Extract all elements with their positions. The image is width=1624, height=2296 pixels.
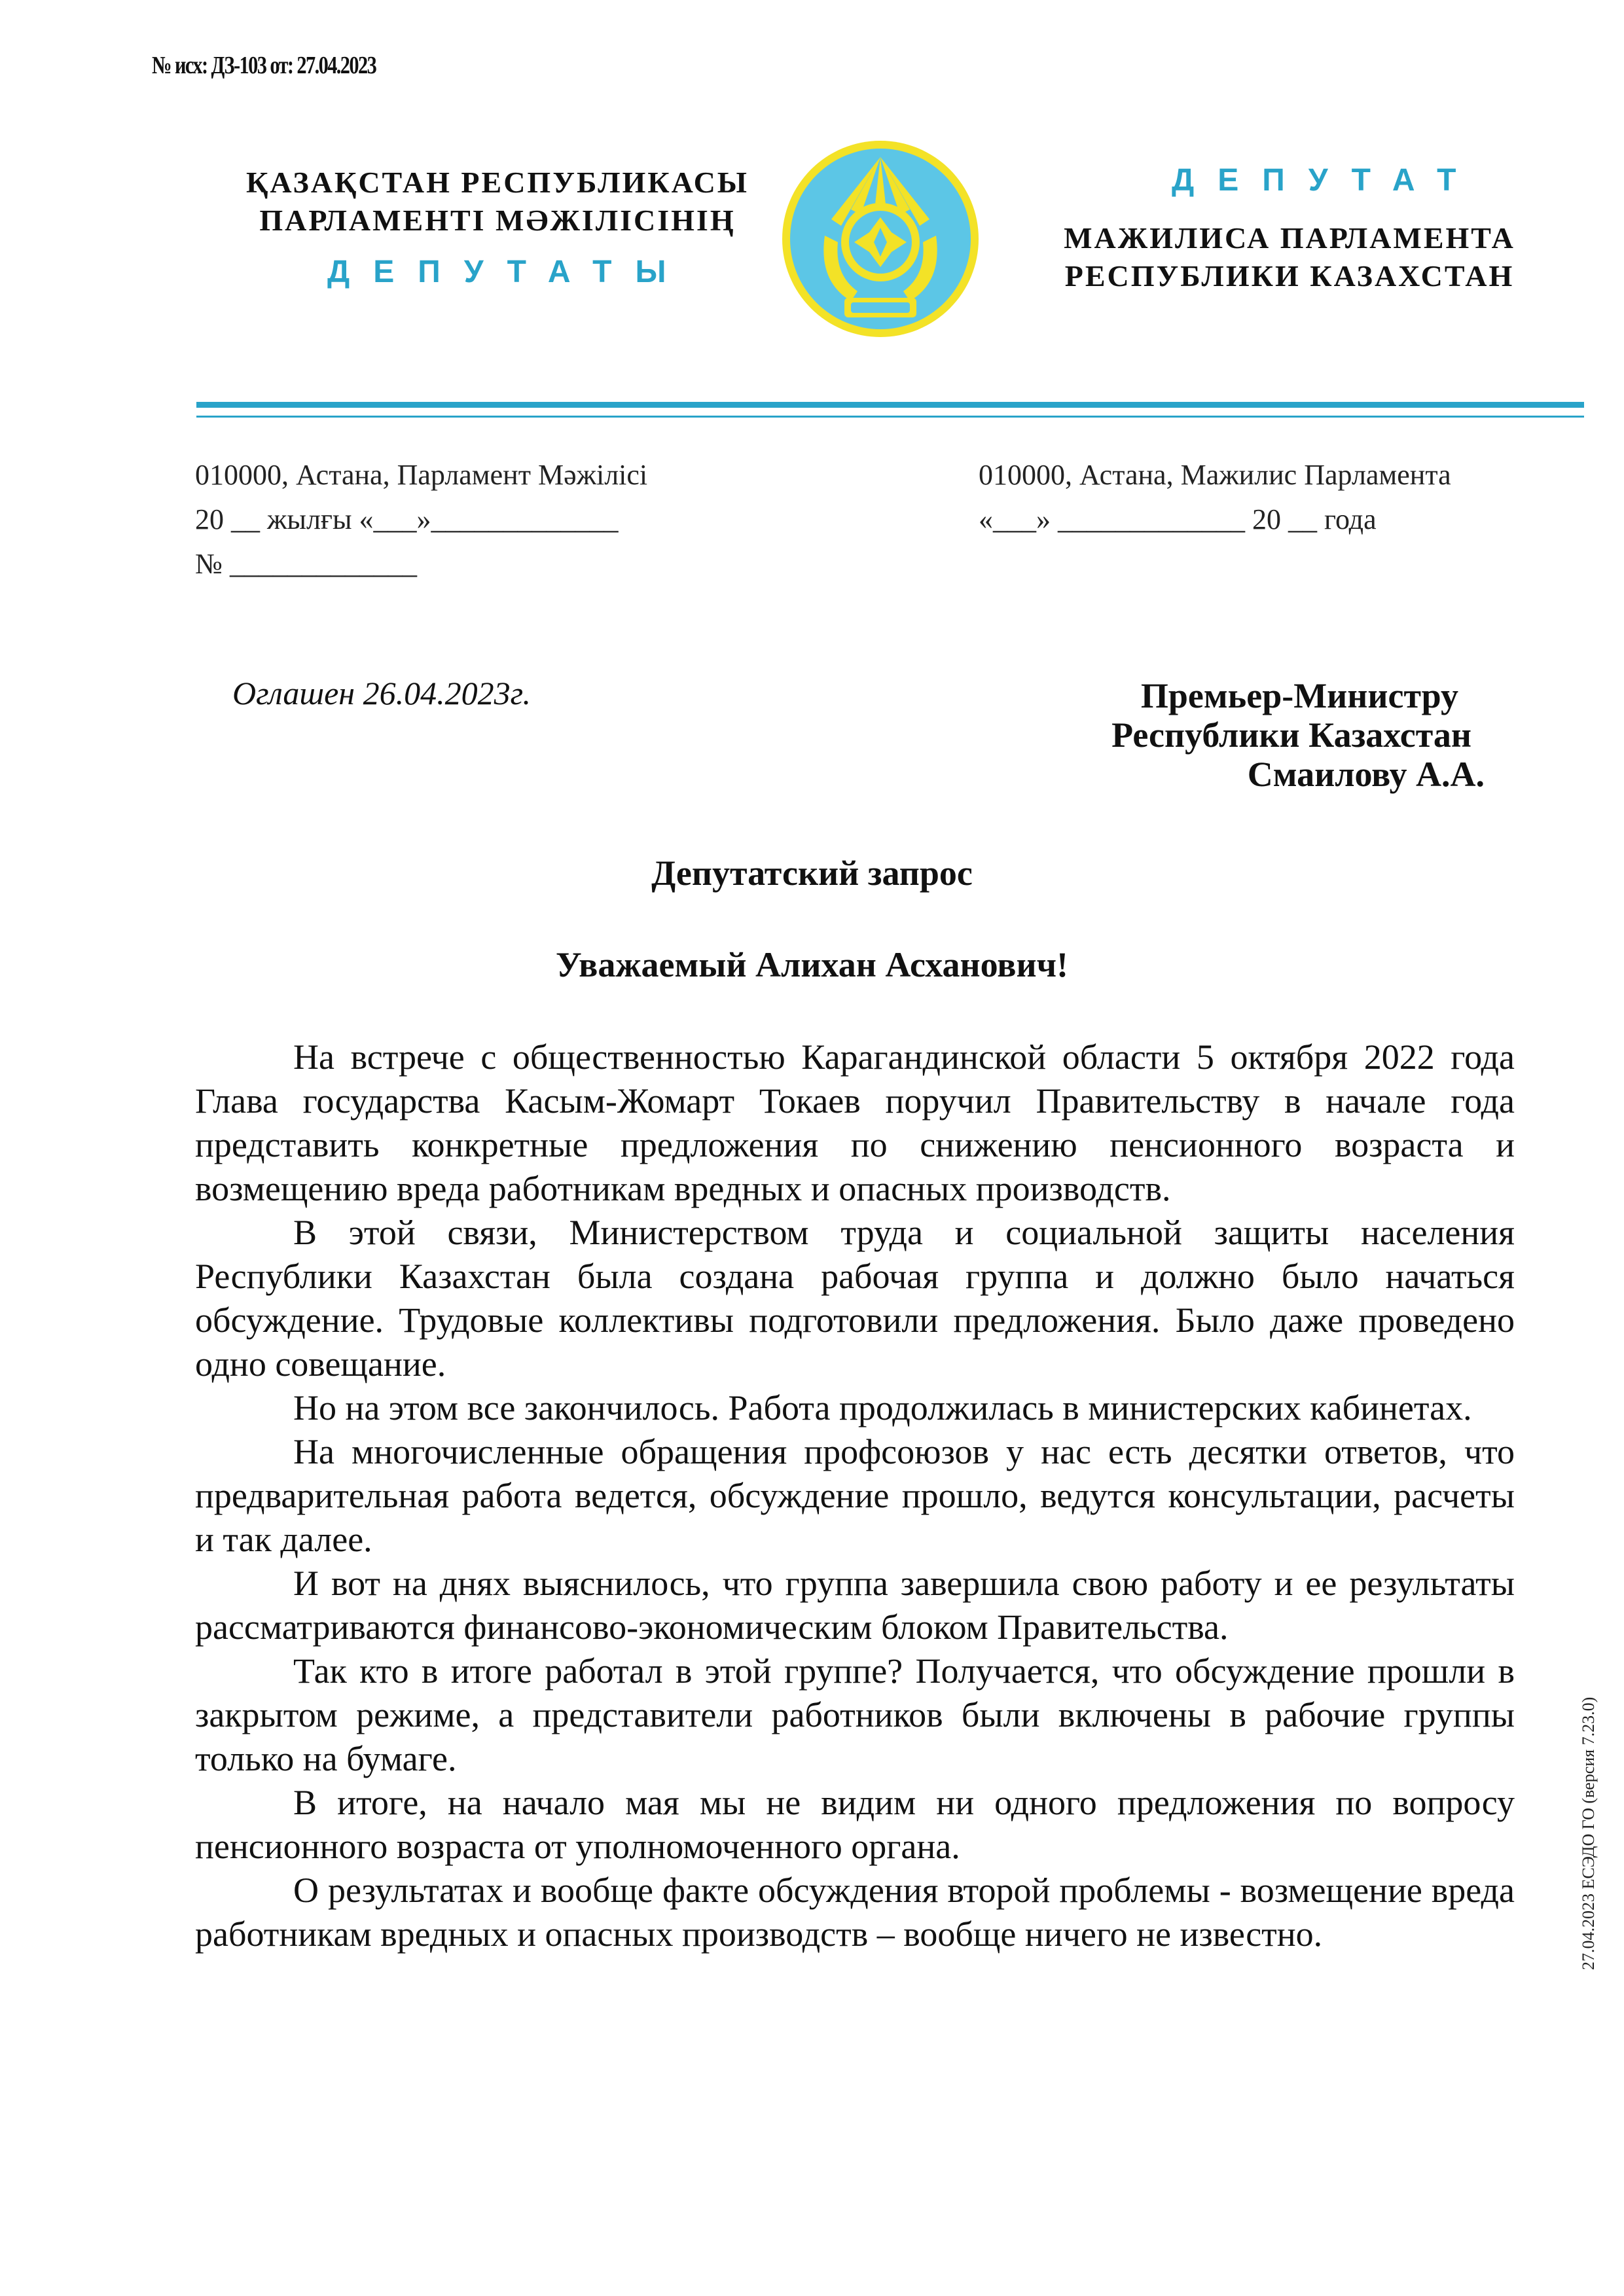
addressee-line3: Смаилову А.А. <box>1247 755 1485 794</box>
header-kz <box>216 164 779 240</box>
document-title: Депутатский запрос <box>651 853 973 893</box>
header-kz-line1: ҚАЗАҚСТАН РЕСПУБЛИКАСЫ <box>246 166 749 199</box>
paragraph: На многочисленные обращения профсоюзов у нас есть десятки ответов, что предварительная работа ведется, обсуждение прошло, ведутся консультации, расчеты и так далее. <box>195 1432 1515 1559</box>
paragraph: В этой связи, Министерством труда и социальной защиты населения Республики Казахстан была создана рабочая группа и должно было начаться обсуждение. Трудовые коллективы подготовили предложения. Было даже проведено одно совещание. <box>195 1213 1515 1384</box>
header-ru <box>1060 219 1519 295</box>
paragraph: Так кто в итоге работал в этой группе? Получается, что обсуждение прошли в закрытом режиме, а представители работников были включены в рабочие группы только на бумаге. <box>195 1651 1515 1778</box>
state-emblem-icon <box>779 137 982 344</box>
address-kz <box>195 453 647 586</box>
header-ru-line2: РЕСПУБЛИКИ КАЗАХСТАН <box>1064 259 1515 293</box>
addressee-line2: Республики Казахстан <box>1111 715 1471 755</box>
outgoing-reference: № исх: ДЗ-103 от: 27.04.2023 <box>152 52 376 79</box>
body-text <box>195 1035 1515 1956</box>
announced-date: Оглашен 26.04.2023г. <box>232 675 531 711</box>
paragraph: О результатах и вообще факте обсуждения второй проблемы - возмещение вреда работникам вредных и опасных производств – вообще ничего не известно. <box>195 1871 1515 1954</box>
addressee <box>882 676 1485 794</box>
header-divider-thick <box>196 402 1584 408</box>
header-kz-line2: ПАРЛАМЕНТІ МӘЖІЛІСІНІҢ <box>259 204 736 237</box>
header-ru-line1: МАЖИЛИСА ПАРЛАМЕНТА <box>1064 221 1515 255</box>
salutation: Уважаемый Алихан Асханович! <box>555 945 1069 984</box>
paragraph: На встрече с общественностью Карагандинской области 5 октября 2022 года Глава государства Касым-Жомарт Токаев поручил Правительству в начале года представить конкретные предложения по снижению пенсионного возраста и возмещению вреда работникам вредных и опасных производств. <box>195 1037 1515 1208</box>
address-ru-line2: «___» _____________ 20 __ года <box>979 503 1377 535</box>
header-kz-title: ДЕПУТАТЫ <box>327 255 690 289</box>
paragraph: В итоге, на начало мая мы не видим ни одного предложения по вопросу пенсионного возраста от уполномоченного органа. <box>195 1783 1515 1866</box>
address-kz-line1: 010000, Астана, Парламент Мәжілісі <box>195 459 648 491</box>
address-kz-line2: 20 __ жылғы «___»_____________ <box>195 503 619 535</box>
address-ru-line1: 010000, Астана, Мажилис Парламента <box>979 459 1451 491</box>
header-divider-thin <box>196 416 1584 418</box>
address-kz-line3: № _____________ <box>195 548 417 580</box>
addressee-line1: Премьер-Министру <box>1140 676 1458 715</box>
edms-side-stamp: 27.04.2023 ЕСЭДО ГО (версия 7.23.0) <box>1579 1696 1598 1970</box>
paragraph: Но на этом все закончилось. Работа продолжилась в министерских кабинетах. <box>293 1388 1472 1427</box>
address-ru <box>979 453 1451 542</box>
paragraph: И вот на днях выяснилось, что группа завершила свою работу и ее результаты рассматриваются финансово-экономическим блоком Правительства. <box>195 1564 1515 1647</box>
header-ru-title: ДЕПУТАТ <box>1172 163 1480 198</box>
